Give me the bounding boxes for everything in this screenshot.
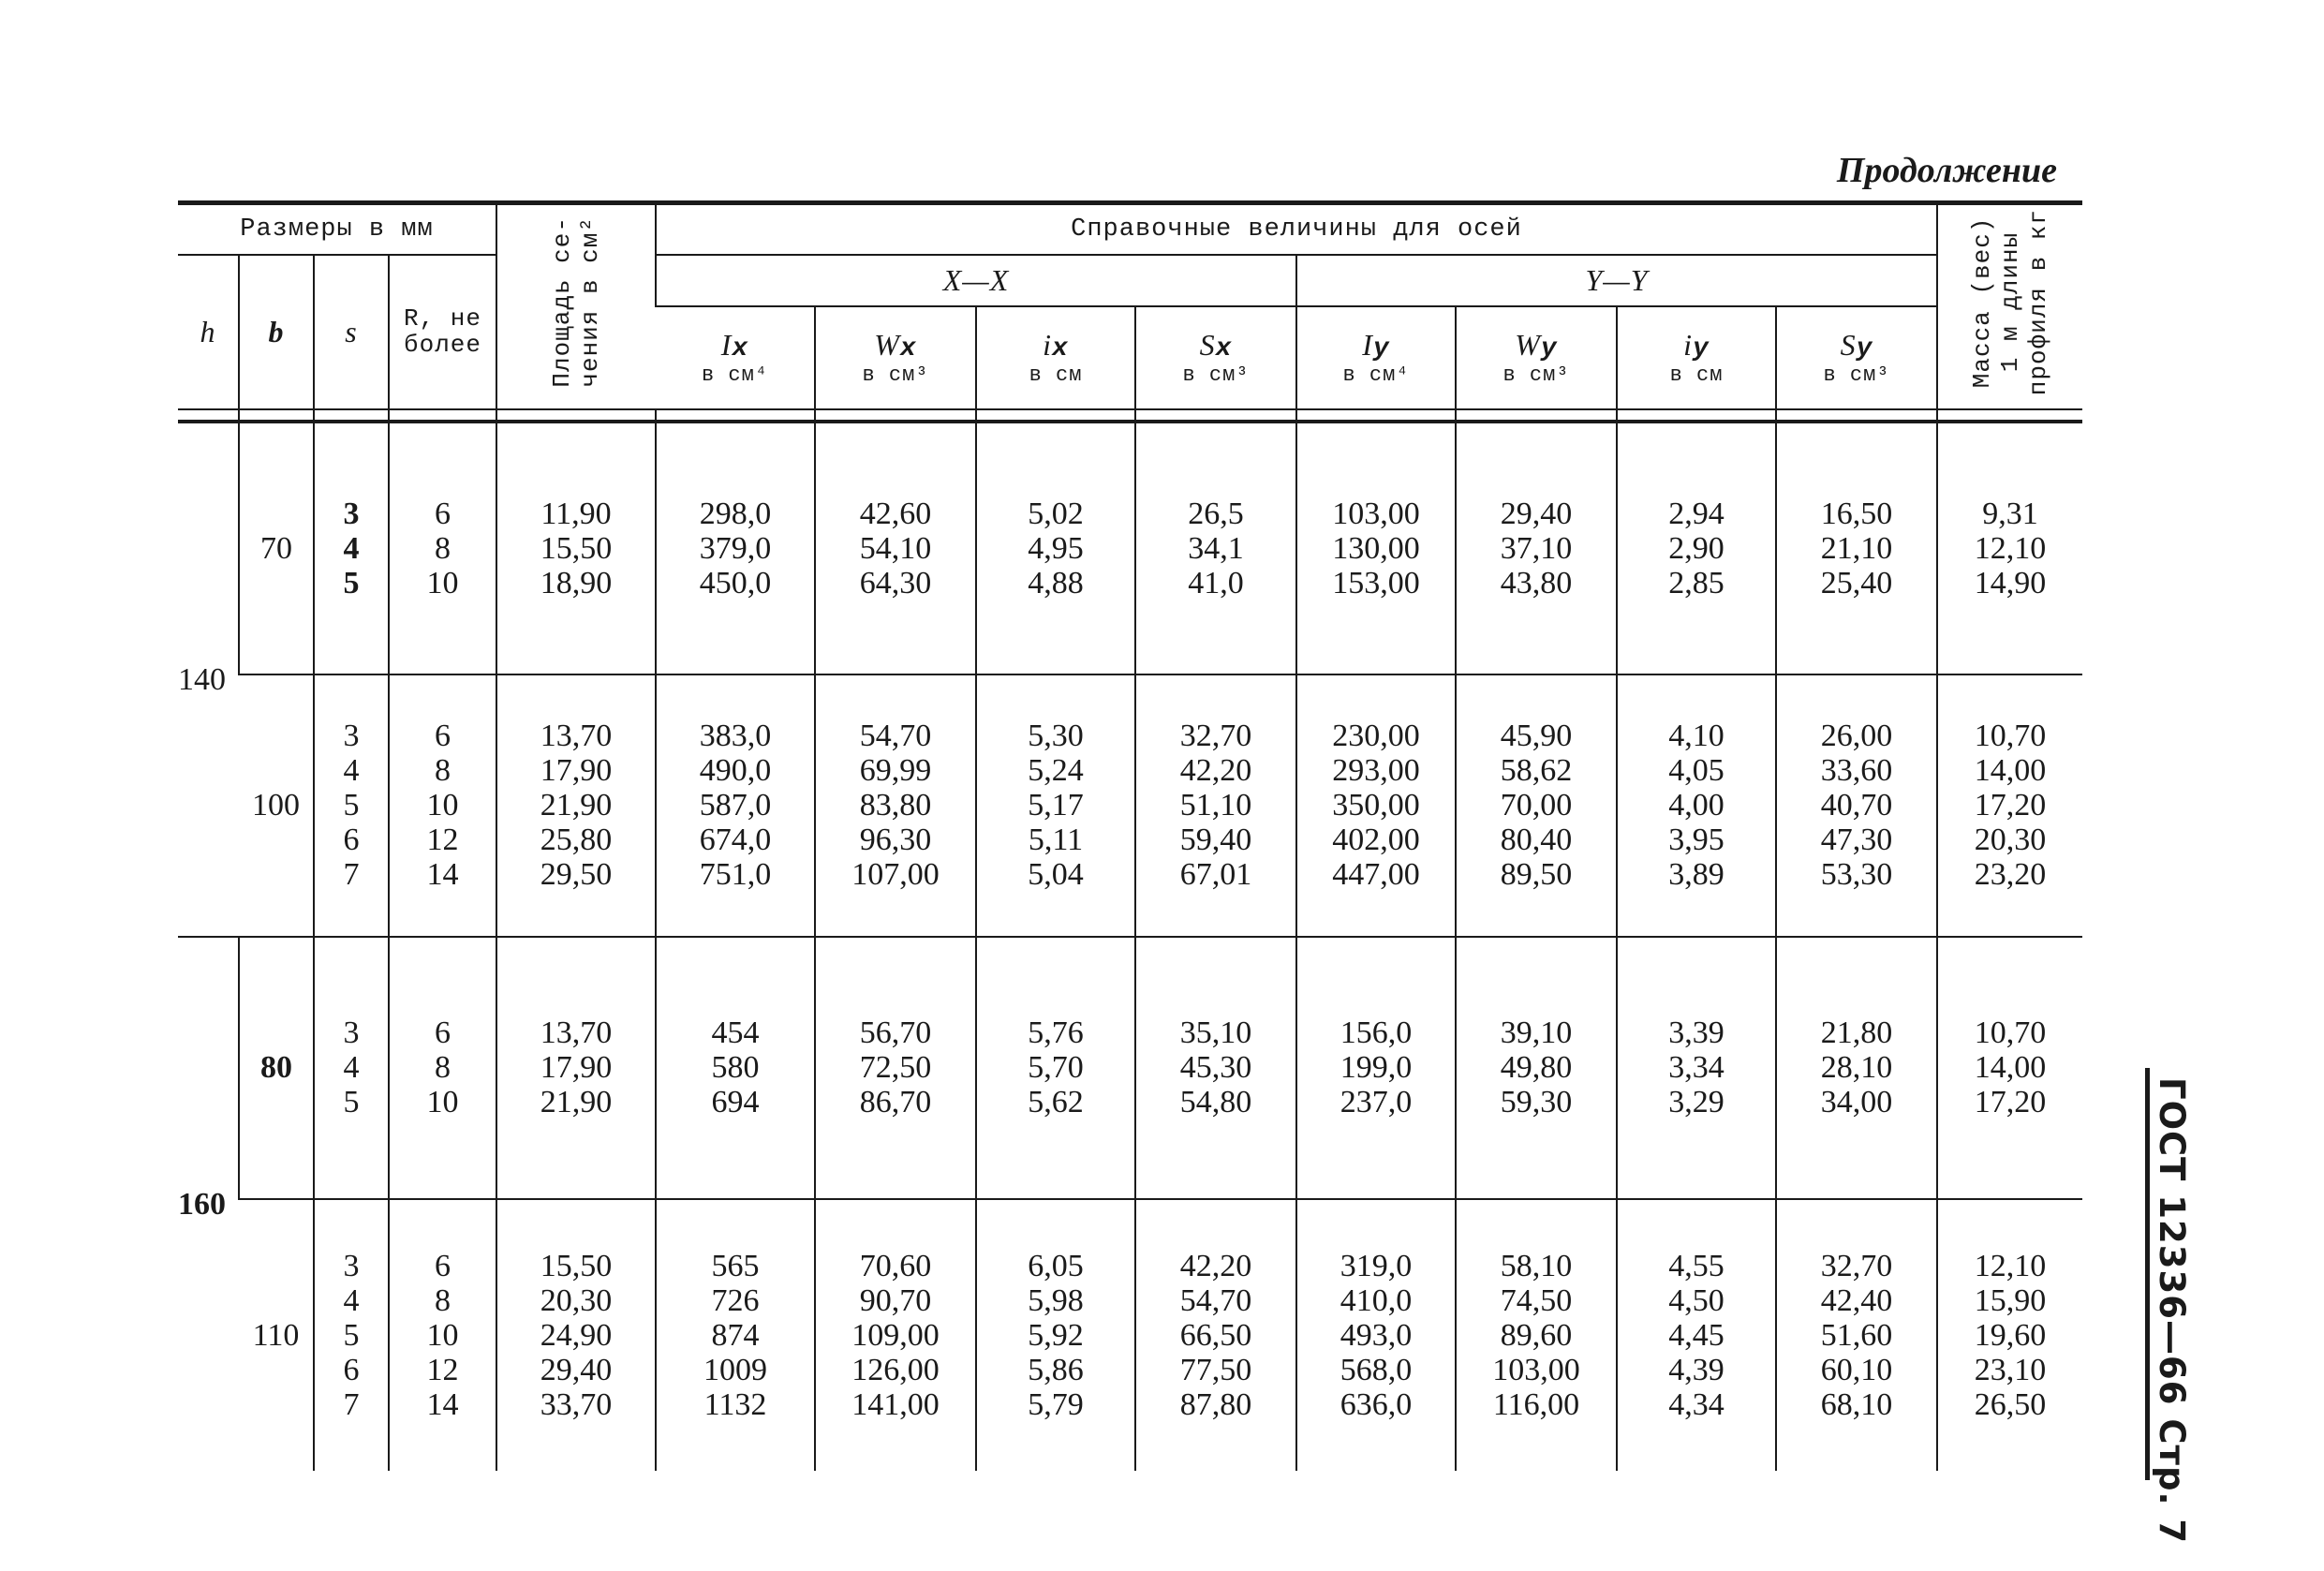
- Wx-header: Wx в см³: [815, 306, 976, 409]
- iy-values: 4,10 4,05 4,00 3,95 3,89: [1617, 674, 1776, 937]
- Sx-values: 35,10 45,30 54,80: [1135, 937, 1296, 1199]
- iy-values: 3,39 3,34 3,29: [1617, 937, 1776, 1199]
- iy-values: 4,55 4,50 4,45 4,39 4,34: [1617, 1199, 1776, 1471]
- s-header: s: [314, 255, 389, 409]
- b-value: 80: [239, 937, 314, 1199]
- Ix-values: 454 580 694: [656, 937, 815, 1199]
- Wx-values: 42,60 54,10 64,30: [815, 422, 976, 674]
- axis-yy-header: Y—Y: [1296, 255, 1937, 306]
- iy-header: iy в см: [1617, 306, 1776, 409]
- Ix-values: 298,0 379,0 450,0: [656, 422, 815, 674]
- R-values: 6 8 10: [389, 422, 496, 674]
- Wx-values: 56,70 72,50 86,70: [815, 937, 976, 1199]
- ix-header: ix в см: [976, 306, 1135, 409]
- mass-values: 10,70 14,00 17,20: [1937, 937, 2082, 1199]
- Wy-header: Wy в см³: [1456, 306, 1617, 409]
- Sy-values: 21,80 28,10 34,00: [1776, 937, 1937, 1199]
- Wy-values: 39,10 49,80 59,30: [1456, 937, 1617, 1199]
- s-values: 3 4 5 6 7: [314, 1199, 389, 1471]
- mass-values: 10,70 14,00 17,20 20,30 23,20: [1937, 674, 2082, 937]
- h-value: 140: [178, 661, 226, 697]
- Wx-values: 70,60 90,70 109,00 126,00 141,00: [815, 1199, 976, 1471]
- Wy-values: 45,90 58,62 70,00 80,40 89,50: [1456, 674, 1617, 937]
- b-value: 100: [239, 674, 314, 937]
- area-header: Площадь се- чения в см²: [496, 203, 656, 409]
- table-head: [178, 203, 2082, 422]
- Sx-header: Sx в см³: [1135, 306, 1296, 409]
- Sy-values: 16,50 21,10 25,40: [1776, 422, 1937, 674]
- b-value: 70: [239, 422, 314, 674]
- Sx-values: 42,20 54,70 66,50 77,50 87,80: [1135, 1199, 1296, 1471]
- ix-values: 6,05 5,98 5,92 5,86 5,79: [976, 1199, 1135, 1471]
- Iy-header: Iy в см⁴: [1296, 306, 1456, 409]
- R-values: 6 8 10: [389, 937, 496, 1199]
- h-value: 160: [178, 937, 239, 1471]
- side-doc-ref: [2145, 1077, 2201, 1545]
- Iy-values: 230,00 293,00 350,00 402,00 447,00: [1296, 674, 1456, 937]
- b-header: b: [239, 255, 314, 409]
- ix-values: 5,76 5,70 5,62: [976, 937, 1135, 1199]
- continuation-label: Продолжение: [1836, 151, 2057, 190]
- table-row: [178, 422, 2082, 674]
- group-dims: Размеры в мм: [178, 203, 496, 255]
- table-row: [178, 1199, 2082, 1471]
- R-values: 6 8 10 12 14: [389, 674, 496, 937]
- area-values: 15,50 20,30 24,90 29,40 33,70: [496, 1199, 656, 1471]
- b-value: 110: [239, 1199, 314, 1471]
- table-row: [178, 674, 2082, 937]
- s-values: 3 4 5: [314, 937, 389, 1199]
- area-values: 13,70 17,90 21,90: [496, 937, 656, 1199]
- Iy-values: 103,00 130,00 153,00: [1296, 422, 1456, 674]
- doc-ref-text: ГОСТ 12336—66 Стр. 7: [2152, 1077, 2192, 1545]
- Sy-values: 26,00 33,60 40,70 47,30 53,30: [1776, 674, 1937, 937]
- ix-values: 5,02 4,95 4,88: [976, 422, 1135, 674]
- s-values: 3 4 5 6 7: [314, 674, 389, 937]
- ix-values: 5,30 5,24 5,17 5,11 5,04: [976, 674, 1135, 937]
- profile-table: [178, 200, 2082, 1471]
- mass-values: 9,31 12,10 14,90: [1937, 422, 2082, 674]
- s-values: 3 4 5: [314, 422, 389, 674]
- table-body: [178, 422, 2082, 1471]
- Iy-values: 319,0 410,0 493,0 568,0 636,0: [1296, 1199, 1456, 1471]
- R-values: 6 8 10 12 14: [389, 1199, 496, 1471]
- axis-xx-header: X—X: [656, 255, 1296, 306]
- iy-values: 2,94 2,90 2,85: [1617, 422, 1776, 674]
- mass-header: Масса (вес) 1 м длины профиля в кг: [1937, 203, 2082, 409]
- Sx-values: 32,70 42,20 51,10 59,40 67,01: [1135, 674, 1296, 937]
- Sx-values: 26,5 34,1 41,0: [1135, 422, 1296, 674]
- Sy-values: 32,70 42,40 51,60 60,10 68,10: [1776, 1199, 1937, 1471]
- Ix-values: 565 726 874 1009 1132: [656, 1199, 815, 1471]
- h-header: h: [178, 255, 239, 409]
- Wx-values: 54,70 69,99 83,80 96,30 107,00: [815, 674, 976, 937]
- area-values: 13,70 17,90 21,90 25,80 29,50: [496, 674, 656, 937]
- Ix-values: 383,0 490,0 587,0 674,0 751,0: [656, 674, 815, 937]
- area-values: 11,90 15,50 18,90: [496, 422, 656, 674]
- Ix-header: Ix в см⁴: [656, 306, 815, 409]
- table-row: [178, 937, 2082, 1199]
- Iy-values: 156,0 199,0 237,0: [1296, 937, 1456, 1199]
- Sy-header: Sy в см³: [1776, 306, 1937, 409]
- Wy-values: 29,40 37,10 43,80: [1456, 422, 1617, 674]
- mass-values: 12,10 15,90 19,60 23,10 26,50: [1937, 1199, 2082, 1471]
- R-header: R, не более: [389, 255, 496, 409]
- group-ref: Справочные величины для осей: [656, 203, 1937, 255]
- Wy-values: 58,10 74,50 89,60 103,00 116,00: [1456, 1199, 1617, 1471]
